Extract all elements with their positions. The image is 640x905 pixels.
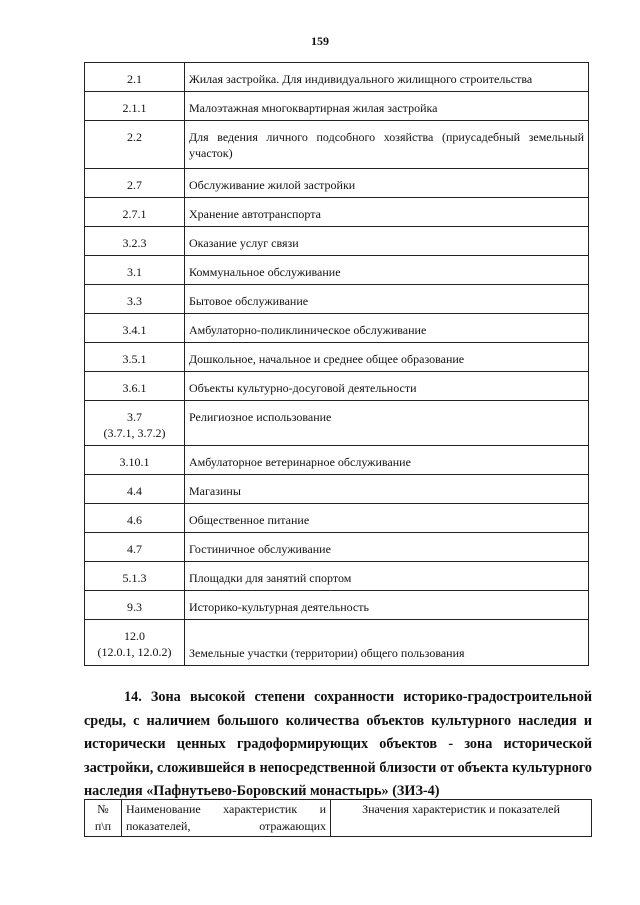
code-cell: 12.0 (12.0.1, 12.0.2) (85, 620, 185, 666)
column-header-number: № п\п (85, 800, 122, 837)
description-cell: Бытовое обслуживание (185, 285, 589, 314)
column-header-values: Значения характеристик и показателей (331, 800, 592, 837)
table-row (85, 121, 589, 169)
section-heading: 14. Зона высокой степени сохранности историко-градостроительной среды, с наличием большого количества объектов культурного наследия и исторически ценных градоформирующих объектов - зона исторической застройки, сложившейся в непосредственной близости от объекта культурного наследия «Пафнутьево-Боровский монастырь» (ЗИЗ-4) (84, 689, 592, 799)
description-cell: Общественное питание (185, 504, 589, 533)
description-cell: Амбулаторное ветеринарное обслуживание (185, 446, 589, 475)
code-cell: 3.1 (85, 256, 185, 285)
code-cell: 2.7.1 (85, 198, 185, 227)
description-cell: Магазины (185, 475, 589, 504)
description-cell: Жилая застройка. Для индивидуального жилищного строительства (185, 63, 589, 92)
table-header-row (85, 800, 592, 837)
table-row (85, 314, 589, 343)
code-cell: 3.4.1 (85, 314, 185, 343)
description-cell: Религиозное использование (185, 401, 589, 446)
code-cell: 2.7 (85, 169, 185, 198)
code-cell: 3.6.1 (85, 372, 185, 401)
description-cell: Хранение автотранспорта (185, 198, 589, 227)
table-row (85, 285, 589, 314)
table-row (85, 198, 589, 227)
code-cell: 2.1.1 (85, 92, 185, 121)
table-row (85, 92, 589, 121)
table-row (85, 63, 589, 92)
code-cell: 5.1.3 (85, 562, 185, 591)
table-row (85, 591, 589, 620)
code-cell: 3.10.1 (85, 446, 185, 475)
table-row (85, 620, 589, 666)
description-cell: Амбулаторно-поликлиническое обслуживание (185, 314, 589, 343)
table-row (85, 562, 589, 591)
table-row (85, 475, 589, 504)
table-row (85, 533, 589, 562)
code-cell: 3.2.3 (85, 227, 185, 256)
description-cell: Для ведения личного подсобного хозяйства (приусадебный земельный участок) (185, 121, 589, 169)
parameters-table (84, 799, 592, 837)
description-cell: Историко-культурная деятельность (185, 591, 589, 620)
code-cell: 2.1 (85, 63, 185, 92)
page-number: 159 (311, 34, 329, 48)
description-cell: Площадки для занятий спортом (185, 562, 589, 591)
column-header-name: Наименование характеристик и показателей, отражающих (122, 800, 331, 837)
code-cell: 3.3 (85, 285, 185, 314)
code-cell: 4.4 (85, 475, 185, 504)
land-use-codes-table (84, 62, 589, 666)
code-cell: 3.5.1 (85, 343, 185, 372)
table-row (85, 446, 589, 475)
table-row (85, 227, 589, 256)
description-cell: Объекты культурно-досуговой деятельности (185, 372, 589, 401)
table-row (85, 256, 589, 285)
code-cell: 9.3 (85, 591, 185, 620)
description-cell: Гостиничное обслуживание (185, 533, 589, 562)
code-cell: 4.6 (85, 504, 185, 533)
description-cell: Коммунальное обслуживание (185, 256, 589, 285)
table-row (85, 401, 589, 446)
table-row (85, 504, 589, 533)
code-cell: 2.2 (85, 121, 185, 169)
table-row (85, 169, 589, 198)
table-row (85, 343, 589, 372)
description-cell: Земельные участки (территории) общего пользования (185, 620, 589, 666)
table-row (85, 372, 589, 401)
description-cell: Малоэтажная многоквартирная жилая застройка (185, 92, 589, 121)
code-cell: 3.7 (3.7.1, 3.7.2) (85, 401, 185, 446)
description-cell: Обслуживание жилой застройки (185, 169, 589, 198)
code-cell: 4.7 (85, 533, 185, 562)
description-cell: Дошкольное, начальное и среднее общее образование (185, 343, 589, 372)
description-cell: Оказание услуг связи (185, 227, 589, 256)
